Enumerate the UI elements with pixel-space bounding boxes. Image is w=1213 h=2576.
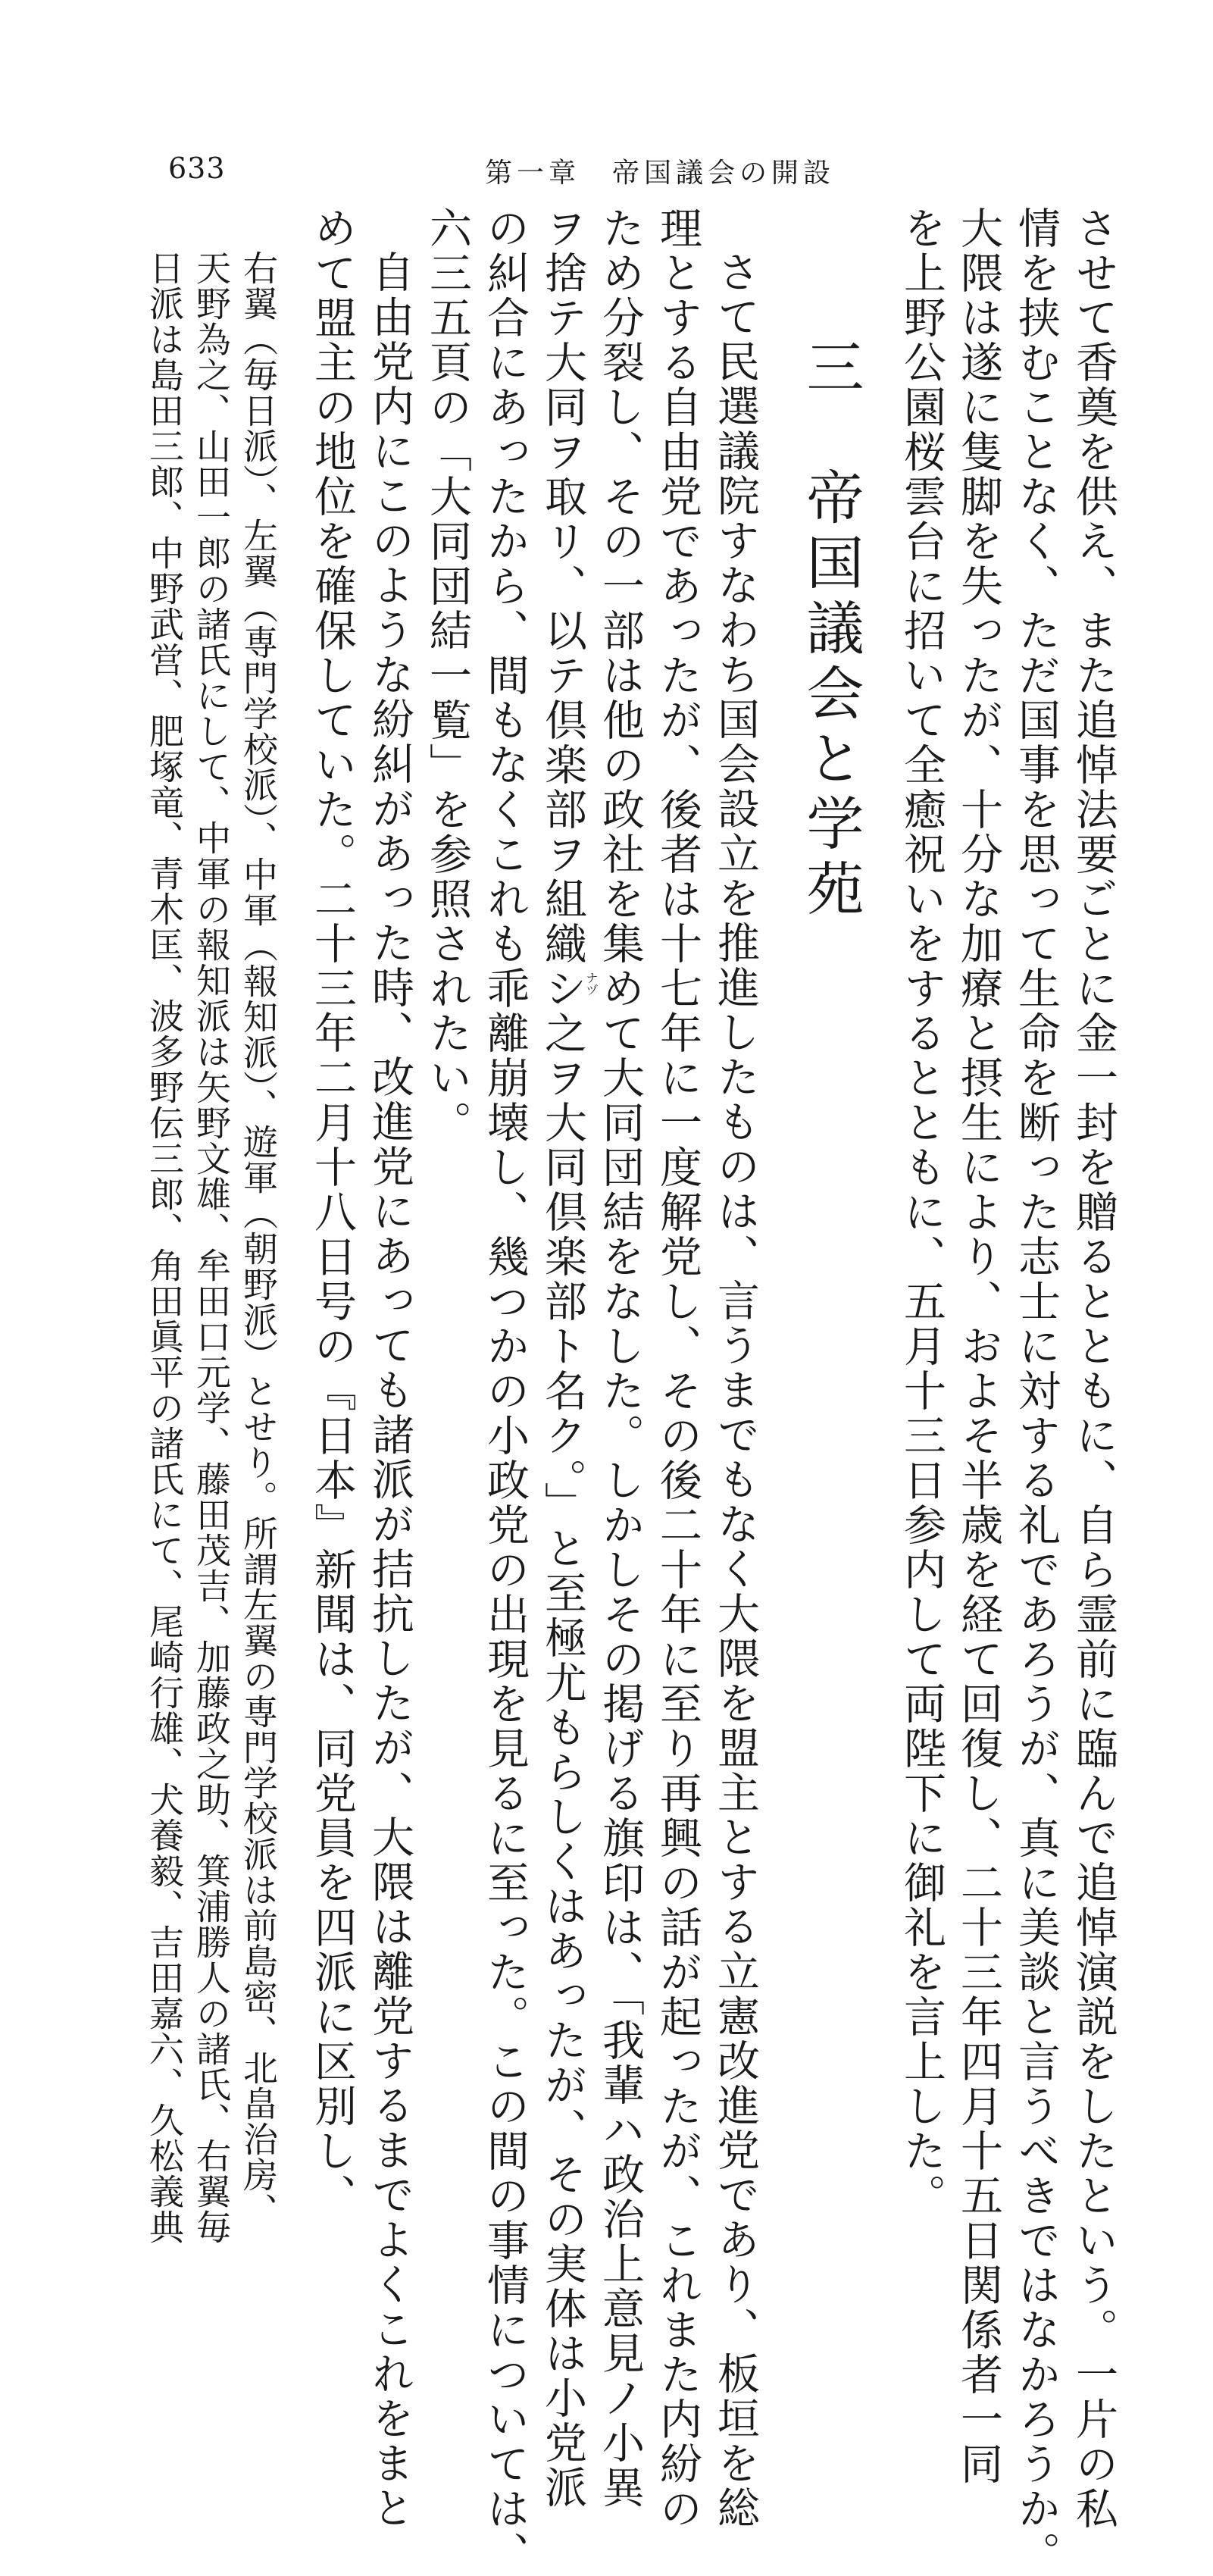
body-column: 理とする自由党であったが、後者は十七年に一度解党し、その後二十年に至り再興の話が起ったが、これまた内紛の <box>653 206 702 2531</box>
section-heading: 三 帝国議会と学苑 <box>797 337 864 924</box>
body-column: さて民選議院すなわち国会設立を推進したものは、言うまでもなく大隈を盟主とする立憲改進党であり、板垣を総 <box>711 250 760 2531</box>
running-header: 第一章 帝国議会の開設 <box>485 158 836 189</box>
quote-column: 日派は島田三郎、中野武営、肥塚竜、青木匡、波多野伝三郎、角田眞平の諸氏にて、尾崎行雄、犬養毅、吉田嘉六、久松義典 <box>144 250 185 2245</box>
quote-column: 右翼（毎日派）、左翼（専門学校派）、中軍（報知派）、遊軍（朝野派）とせり。所謂左翼の専門学校派は前島密、北畠治房、 <box>238 250 279 2228</box>
body-column: 情を挟むことなく、ただ国事を思って生命を断った志士に対する礼であろうが、真に美談と言うべきではなかろうか。 <box>1011 206 1061 2576</box>
body-column: の糾合にあったから、間もなくこれも乖離崩壊し、幾つかの小政党の出現を見るに至った。この間の事情については、 <box>480 206 530 2576</box>
body-column: ヲ捨テ大同ヲ取リ、以テ倶楽部ヲ組織シ之ヲ大同倶楽部ト名ク。」と至極尤もらしくはあったが、その実体は小党派 <box>538 206 587 2510</box>
ruby-annotation: ナヅ <box>584 972 599 996</box>
body-column: 自由党内にこのような紛糾があった時、改進党にあっても諸派が拮抗したが、大隈は離党するまでよくこれをまと <box>365 250 414 2531</box>
body-column: めて盟主の地位を確保していた。二十三年二月十八日号の『日本』新聞は、同党員を四派に区別し、 <box>308 206 357 2218</box>
body-column: させて香奠を供え、また追悼法要ごとに金一封を贈るとともに、自ら霊前に臨んで追悼演説をしたという。一片の私 <box>1069 206 1118 2531</box>
body-column: を上野公園桜雲台に招いて全癒祝いをするとともに、五月十三日参内して両陛下に御礼を言上した。 <box>897 206 946 2218</box>
body-column: ため分裂し、その一部は他の政社を集めて大同団結をなした。しかしその掲げる旗印は、「我輩ハ政治上意見ノ小異 <box>596 206 645 2510</box>
body-column: 大隈は遂に隻脚を失ったが、十分な加療と摂生により、およそ半歳を経て回復し、二十三年四月十五日関係者一同 <box>954 206 1003 2487</box>
page-number: 633 <box>168 152 226 185</box>
body-column: 六三五頁の「大同団結一覧」を参照されたい。 <box>423 206 472 1145</box>
quote-column: 天野為之、山田一郎の諸氏にして、中軍の報知派は矢野文雄、牟田口元学、藤田茂吉、加藤政之助、箕浦勝人の諸氏、右翼毎 <box>191 250 232 2245</box>
